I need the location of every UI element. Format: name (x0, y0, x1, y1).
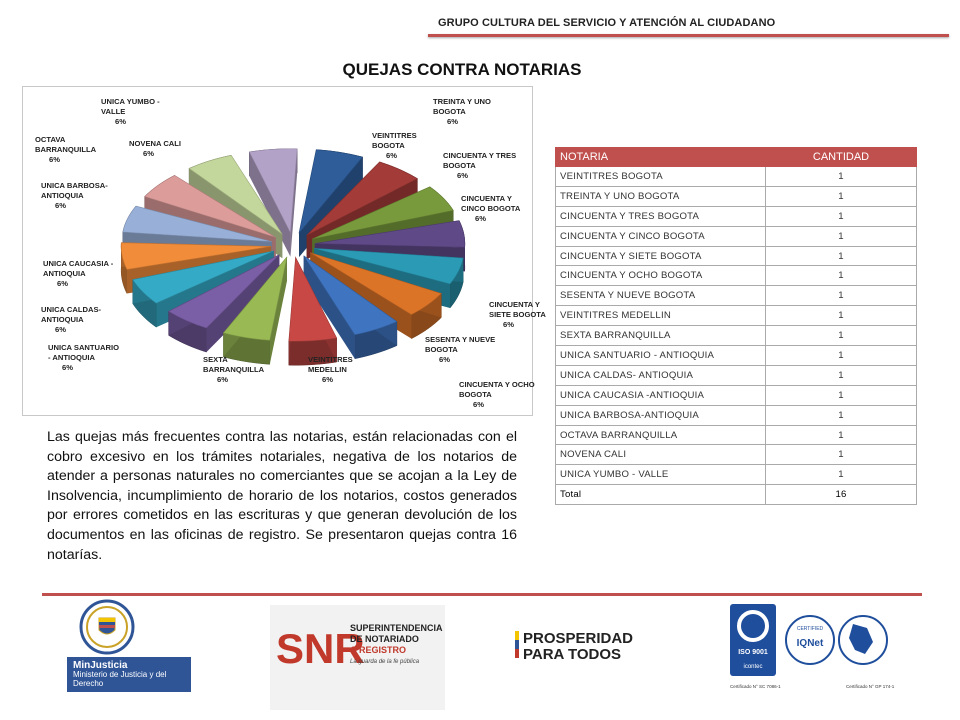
table-row (556, 186, 917, 206)
notaria-cell: CINCUENTA Y OCHO BOGOTA (556, 266, 766, 286)
notarias-table (555, 147, 917, 505)
cantidad-cell: 1 (766, 206, 917, 226)
total-label: Total (556, 485, 766, 505)
svg-text:La guarda de la fe pública: La guarda de la fe pública (350, 659, 420, 665)
cantidad-cell: 1 (766, 286, 917, 306)
svg-text:CERTIFIED: CERTIFIED (796, 626, 824, 632)
notaria-cell: SESENTA Y NUEVE BOGOTA (556, 286, 766, 306)
table-row (556, 326, 917, 346)
svg-text:Certificado N° GP 174-1: Certificado N° GP 174-1 (846, 684, 895, 689)
notaria-cell: NOVENA CALI (556, 445, 766, 465)
cantidad-cell: 1 (766, 425, 917, 445)
table-row (556, 206, 917, 226)
table-row (556, 226, 917, 246)
pie-slice-label: UNICA CAUCASIA -ANTIOQUIA 6% (43, 259, 114, 288)
table-row (556, 425, 917, 445)
total-value: 16 (766, 485, 917, 505)
pie-slice-label: CINCUENTA Y SIETE BOGOTA 6% (489, 300, 546, 329)
notaria-cell: VEINTITRES MEDELLIN (556, 306, 766, 326)
pie-slice-label: CINCUENTA Y CINCO BOGOTA 6% (461, 194, 521, 223)
svg-text:icontec: icontec (743, 664, 763, 670)
prosperidad-logo (515, 627, 645, 668)
table-header-row (556, 148, 917, 167)
column-header-notaria: NOTARIA (556, 148, 766, 167)
cantidad-cell: 1 (766, 445, 917, 465)
table-row (556, 365, 917, 385)
pie-slice-label: CINCUENTA Y TRES BOGOTA 6% (443, 151, 517, 180)
pie-slice-label: TREINTA Y UNO BOGOTA 6% (433, 97, 491, 126)
minjusticia-name: MinJusticia (73, 660, 128, 671)
pie-slice-label: UNICA YUMBO -VALLE 6% (101, 97, 160, 126)
notaria-cell: CINCUENTA Y CINCO BOGOTA (556, 226, 766, 246)
certification-logos (728, 604, 895, 690)
table-total-row (556, 485, 917, 505)
cantidad-cell: 1 (766, 465, 917, 485)
column-header-cantidad: CANTIDAD (766, 148, 917, 167)
notaria-cell: OCTAVA BARRANQUILLA (556, 425, 766, 445)
pie-slice-label: VEINTITRES BOGOTA 6% (372, 131, 417, 160)
table-row (556, 167, 917, 187)
notaria-cell: UNICA YUMBO - VALLE (556, 465, 766, 485)
cantidad-cell: 1 (766, 385, 917, 405)
pie-slice-label: SESENTA Y NUEVE BOGOTA 6% (425, 335, 496, 364)
pie-slice-label: UNICA SANTUARIO - ANTIOQUIA 6% (48, 343, 120, 372)
pie-slice-label: SEXTA BARRANQUILLA 6% (203, 355, 265, 384)
snr-mark: SNR (276, 625, 365, 672)
cantidad-cell: 1 (766, 326, 917, 346)
body-paragraph: Las quejas más frecuentes contra las notarias, están relacionadas con el cobro excesivo en los trámites notariales, negativa de los notarios de atender a personas naturales no comerciantes que se acojan a la Ley de Insolvencia, incumplimiento de horario de los notarios, costos generados por errores cometidos en las escrituras y que generan devolución de los documentos en las oficinas de registro. Se presentaron quejas contra 16 notarías. (47, 429, 517, 563)
slide-title: QUEJAS CONTRA NOTARIAS (342, 60, 582, 79)
pie-slice-label: NOVENA CALI 6% (129, 139, 182, 158)
snr-logo (270, 605, 445, 710)
cantidad-cell: 1 (766, 246, 917, 266)
notaria-cell: VEINTITRES BOGOTA (556, 167, 766, 187)
header-title: GRUPO CULTURA DEL SERVICIO Y ATENCIÓN AL CIUDADANO (438, 17, 776, 29)
cantidad-cell: 1 (766, 226, 917, 246)
table-row (556, 286, 917, 306)
cantidad-cell: 1 (766, 266, 917, 286)
minjusticia-logo (67, 657, 191, 692)
notaria-cell: SEXTA BARRANQUILLA (556, 326, 766, 346)
table-row (556, 246, 917, 266)
svg-text:Certificado N° SC 7086-1: Certificado N° SC 7086-1 (730, 684, 781, 689)
svg-text:DE NOTARIADO: DE NOTARIADO (350, 634, 419, 644)
notarias-table-container (555, 147, 917, 505)
svg-text:& REGISTRO: & REGISTRO (350, 645, 407, 655)
minjusticia-sub: Ministerio de Justicia y del Derecho (73, 670, 167, 688)
notaria-cell: UNICA BARBOSA-ANTIOQUIA (556, 405, 766, 425)
table-row (556, 405, 917, 425)
notaria-cell: CINCUENTA Y TRES BOGOTA (556, 206, 766, 226)
svg-text:IQNet: IQNet (796, 638, 824, 649)
notaria-cell: UNICA CALDAS- ANTIOQUIA (556, 365, 766, 385)
table-row (556, 346, 917, 366)
svg-text:PARA TODOS: PARA TODOS (523, 646, 622, 663)
notaria-cell: UNICA SANTUARIO - ANTIOQUIA (556, 346, 766, 366)
pie-slice-label: OCTAVA BARRANQUILLA 6% (35, 135, 97, 164)
svg-text:ISO 9001: ISO 9001 (738, 649, 768, 656)
cantidad-cell: 1 (766, 167, 917, 187)
svg-text:PROSPERIDAD: PROSPERIDAD (523, 630, 634, 647)
pie-slice-label: CINCUENTA Y OCHO BOGOTA 6% (459, 380, 535, 409)
table-row (556, 465, 917, 485)
notaria-cell: CINCUENTA Y SIETE BOGOTA (556, 246, 766, 266)
cantidad-cell: 1 (766, 346, 917, 366)
notaria-cell: UNICA CAUCASIA -ANTIOQUIA (556, 385, 766, 405)
svg-text:SUPERINTENDENCIA: SUPERINTENDENCIA (350, 623, 443, 633)
pie-slice-label: VEINTITRES MEDELLIN 6% (308, 355, 353, 384)
pie-chart (22, 86, 546, 416)
cantidad-cell: 1 (766, 365, 917, 385)
pie-slice-label: UNICA CALDAS-ANTIOQUIA 6% (41, 305, 102, 334)
table-row (556, 306, 917, 326)
pie-slice-label: UNICA BARBOSA-ANTIOQUIA 6% (41, 181, 108, 210)
footer-rule (42, 593, 922, 596)
colombia-seal-logo (76, 600, 138, 655)
pie-chart-svg (23, 87, 546, 417)
table-row (556, 445, 917, 465)
table-row (556, 266, 917, 286)
header-rule (428, 34, 949, 37)
cantidad-cell: 1 (766, 306, 917, 326)
cantidad-cell: 1 (766, 186, 917, 206)
cantidad-cell: 1 (766, 405, 917, 425)
table-row (556, 385, 917, 405)
table-body (556, 167, 917, 505)
notaria-cell: TREINTA Y UNO BOGOTA (556, 186, 766, 206)
